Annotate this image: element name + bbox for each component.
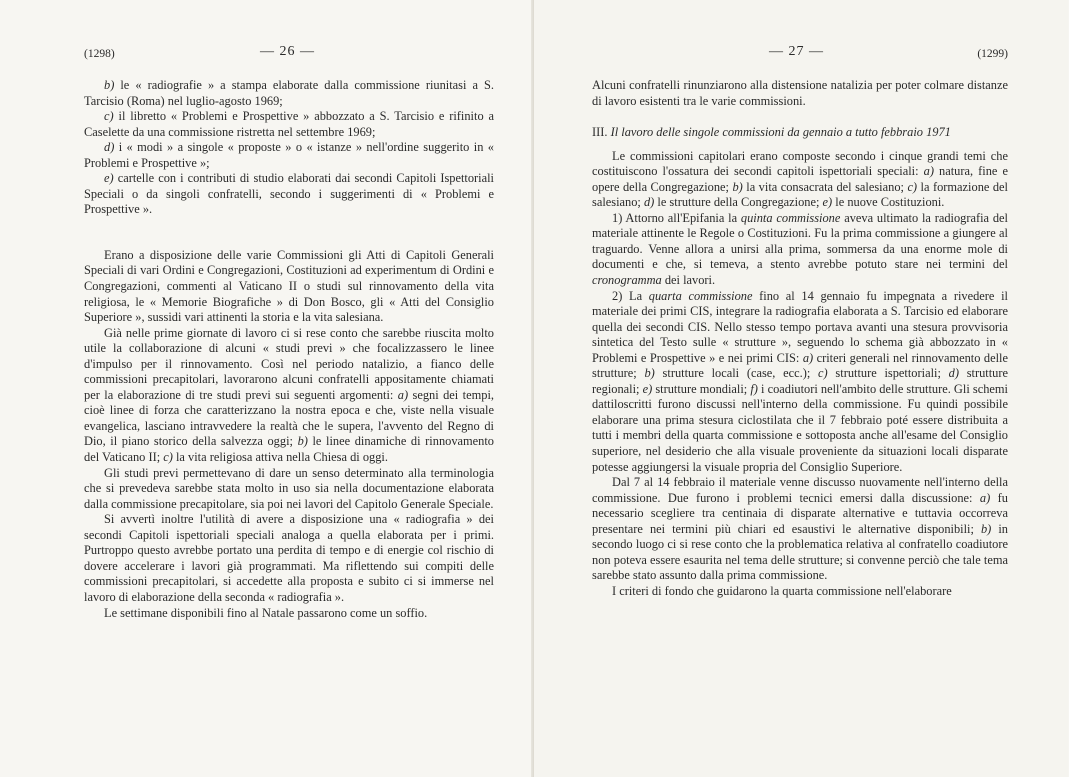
list-marker: c)	[163, 450, 173, 465]
text-run: Dal 7 al 14 febbraio il materiale venne discusso nuovamente nell'interno della commissione. Due furono i problemi tecnici emersi dalla discussione:	[592, 475, 1008, 505]
right-page	[534, 0, 1068, 777]
list-item-b	[84, 78, 494, 109]
text-run: segni dei tempi, cioè linee di forza che caratterizzano la nostra epoca e che, viste nella visuale evangelica, lasciano intravvedere la realtà che le supera, l'avvento del Regno di Dio, il piano storico della salvezza oggi;	[84, 387, 494, 449]
list-marker: c)	[818, 366, 828, 381]
paragraph: Erano a disposizione delle varie Commissioni gli Atti di Capitoli Generali Speciali di vari Ordini e Congregazioni, Costituzioni ad experimentum di Ordini e Congregazioni, commenti al Vaticano II o studi sul rinnovamento della vita religiosa, le « Memorie Biografiche » di Don Bosco, gli « Atti del Consiglio Superiore », sussidi vari attinenti la storia e la vita salesiana.	[84, 247, 494, 325]
text-run: strutture regionali;	[592, 366, 1009, 396]
paragraph-gap	[84, 218, 494, 248]
text-run: strutture mondiali;	[652, 381, 751, 396]
text-run: le linee dinamiche di rinnovamento del Vaticano II;	[84, 434, 494, 465]
list-marker: b)	[732, 179, 743, 194]
text-run: le nuove Costituzioni.	[832, 195, 945, 210]
paragraph	[592, 289, 1008, 476]
text-run: natura, fine e opere della Congregazione;	[592, 164, 1008, 194]
list-marker: e)	[104, 171, 114, 186]
text-run: strutture locali (case, ecc.);	[654, 366, 819, 381]
list-text: cartelle con i contributi di studio elaborati dai secondi Capitoli Ispettoriali Speciali o da singoli confratelli, secondo i suggerimenti di « Problemi e Prospettive ».	[84, 171, 494, 217]
text-run: Già nelle prime giornate di lavoro ci si rese conto che sarebbe riuscita molto utile la collaborazione di alcuni « studi previ » che focalizzassero le linee d'impulso per il rinnovamento. Così nel periodo natalizio, a fianco delle commissioni precapitolari, lavorarono alcuni confratelli appositamente chiamati per la elaborazione di tre studi previ sui seguenti argomenti:	[84, 325, 494, 402]
list-marker: b)	[104, 78, 115, 92]
emphasis: quarta commissione	[648, 288, 753, 303]
section-number: III.	[592, 125, 608, 140]
paragraph: Si avvertì inoltre l'utilità di avere a disposizione una « radiografia » dei secondi Capitoli ispettoriali speciali analoga a quella elaborata per i primi. Purtroppo questo avrebbe portato una perdita di tempo e di energie col rischio di dovere accelerare i lavori già programmati. Ma riflettendo sui compiti delle commissioni precapitolari, si accedette alla proposta e subito ci si immerse nel lavoro di elaborazione della seconda « radiografia ».	[84, 512, 494, 604]
list-text: le « radiografie » a stampa elaborate dalla commissione riunitasi a S. Tarcisio (Roma) nel luglio-agosto 1969;	[84, 78, 494, 108]
list-text: i « modi » a singole « proposte » o « istanze » nell'ordine suggerito in « Problemi e Prospettive »;	[84, 140, 494, 170]
left-page-number: — 26 —	[260, 44, 315, 59]
paragraph	[84, 326, 494, 466]
list-marker: d)	[948, 366, 959, 381]
paragraph: Alcuni confratelli rinunziarono alla distensione natalizia per poter colmare distanze di lavoro esistenti tra le varie commissioni.	[592, 78, 1008, 108]
text-run: 2) La	[612, 288, 649, 303]
text-run: i coadiutori nell'ambito delle strutture. Gli schemi dattiloscritti furono discussi nell'interno della commissione. Fu quindi possibile elaborare una prima stesura ciclostilata che il 7 febbraio poté essere distribuita a tutti i membri della quarta commissione e sottoposta anche all'esame del Consiglio superiore, nel desiderio che alla visuale proveniente da situazioni locali disparate potesse aggiungersi la visuale propria del Consiglio Superiore.	[592, 381, 1008, 474]
list-marker: a)	[802, 350, 814, 365]
list-marker: a)	[397, 387, 409, 402]
list-item-d	[84, 140, 494, 171]
text-run: la formazione del salesiano;	[592, 179, 1008, 210]
text-run: fu necessario scegliere tra centinaia di disparate alternative e tuttavia occorreva presentare nei termini più chiari ed esaustivi le alternative disponibili;	[592, 490, 1008, 536]
list-marker: b)	[980, 521, 992, 536]
right-page-number: — 27 —	[769, 44, 824, 59]
text-run: strutture ispettoriali;	[827, 366, 949, 381]
text-run: dei lavori.	[661, 273, 716, 288]
list-marker: e)	[642, 381, 653, 396]
list-marker: d)	[643, 195, 655, 210]
text-run: 1) Attorno all'Epifania la	[612, 210, 741, 225]
right-page-body	[592, 78, 1008, 600]
text-run: fino al 14 gennaio fu impegnata a rivedere il materiale dei primi CIS, integrare la radiografia elaborata a S. Tarcisio ed elaborare quella dei secondi CIS. Nello stesso tempo portava avanti una stesura provvisoria sintetica del Testo sulle « strutture », seguendo lo schema già abbozzato in « Problemi e Prospettive » e nei primi CIS:	[592, 288, 1008, 365]
list-marker: d)	[104, 140, 115, 155]
list-marker: b)	[644, 366, 655, 381]
text-run: aveva ultimato la radiografia del materiale attinente le Regole o Costituzioni. Fu la prima commissione a giungere al traguardo. Venne allora a unirsi alla prima, sommersa da una enorme mole di documenti e che, si temeva, a stento avrebbe potuto stare nei termini del	[592, 210, 1008, 272]
right-header-number: (1299)	[977, 48, 1008, 60]
paragraph-gap	[592, 109, 1008, 125]
emphasis: quinta commissione	[740, 210, 841, 225]
paragraph	[592, 475, 1008, 584]
list-marker: a)	[923, 164, 934, 179]
emphasis: cronogramma	[592, 273, 662, 288]
left-header-number: (1298)	[84, 48, 115, 60]
list-item-e	[84, 171, 494, 218]
left-page-header	[84, 44, 494, 66]
list-marker: a)	[979, 490, 991, 505]
paragraph: Le settimane disponibili fino al Natale passarono come un soffio.	[104, 605, 428, 620]
text-run: le strutture della Congregazione;	[654, 195, 823, 210]
left-page-body	[84, 78, 494, 621]
list-marker: b)	[297, 434, 308, 449]
right-page-header	[592, 44, 1008, 66]
text-run: la vita consacrata del salesiano;	[742, 179, 908, 194]
text-run: criteri generali nel rinnovamento delle strutture;	[592, 350, 1008, 381]
list-item-c	[84, 109, 494, 140]
list-text: il libretto « Problemi e Prospettive » abbozzato a S. Tarcisio e rifinito a Caselette da una commissione ristretta nel settembre 1969;	[84, 109, 494, 139]
section-heading	[592, 125, 1008, 141]
text-run: in secondo luogo ci si rese conto che la problematica relativa al confratello coadiutore non poteva essere esaurita nel tema delle strutture; si convenne perciò che tale tema sarebbe stato assunto dalla prima commissione.	[592, 521, 1008, 583]
paragraph: I criteri di fondo che guidarono la quarta commissione nell'elaborare	[612, 583, 952, 598]
list-marker: c)	[907, 179, 918, 194]
text-run: la vita religiosa attiva nella Chiesa di oggi.	[172, 450, 388, 465]
left-page	[0, 0, 534, 777]
section-title: Il lavoro delle singole commissioni da gennaio a tutto febbraio 1971	[610, 125, 951, 140]
list-marker: f)	[750, 381, 758, 396]
paragraph: Gli studi previ permettevano di dare un senso determinato alla terminologia che si prevedeva sarebbe stata molto in uso sia nella documentazione elaborata dalla commissione precapitolare, sia poi nei lavori del Capitolo Generale Speciale.	[84, 465, 494, 511]
paragraph	[592, 149, 1008, 211]
text-run: Le commissioni capitolari erano composte secondo i cinque grandi temi che costituiscono l'ossatura dei secondi capitoli ispettoriali speciali:	[592, 148, 1008, 179]
list-marker: e)	[822, 195, 833, 210]
list-marker: c)	[104, 109, 114, 124]
paragraph	[592, 211, 1008, 289]
